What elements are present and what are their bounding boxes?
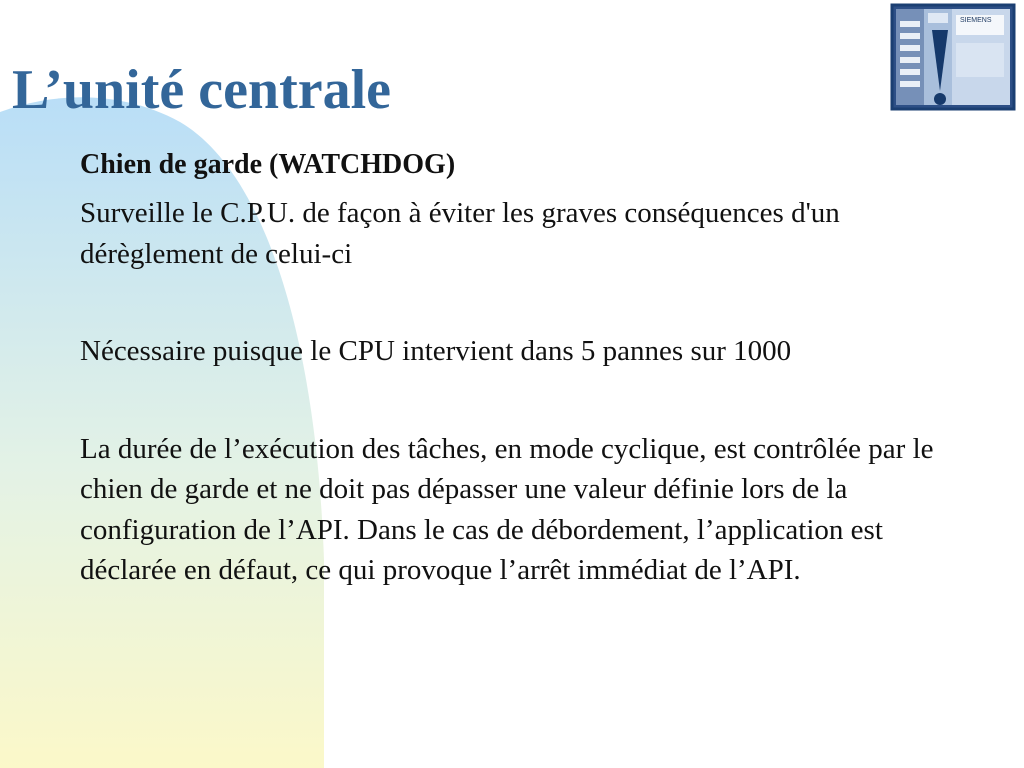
paragraph-cycle-duration: La durée de l’exécution des tâches, en mode cyclique, est contrôlée par le chien de garde et ne doit pas dépasser une valeur définie lors de la configuration de l’API. Dans le cas de débordement, l’application est déclarée en défaut, ce qui provoque l’arrêt immédiat de l’API. bbox=[80, 432, 934, 586]
watchdog-heading: Chien de garde (WATCHDOG) bbox=[80, 149, 456, 180]
paragraph-panne-rate: Nécessaire puisque le CPU intervient dans 5 pannes sur 1000 bbox=[80, 335, 792, 367]
plc-module-icon bbox=[890, 3, 1016, 111]
slide-title: L’unité centrale bbox=[12, 59, 391, 121]
logo-brand-text: SIEMENS bbox=[960, 17, 992, 24]
paragraph-surveillance: Surveille le C.P.U. de façon à éviter les graves conséquences d'un dérèglement de celui-ci bbox=[80, 197, 840, 270]
slide-content bbox=[80, 145, 980, 591]
